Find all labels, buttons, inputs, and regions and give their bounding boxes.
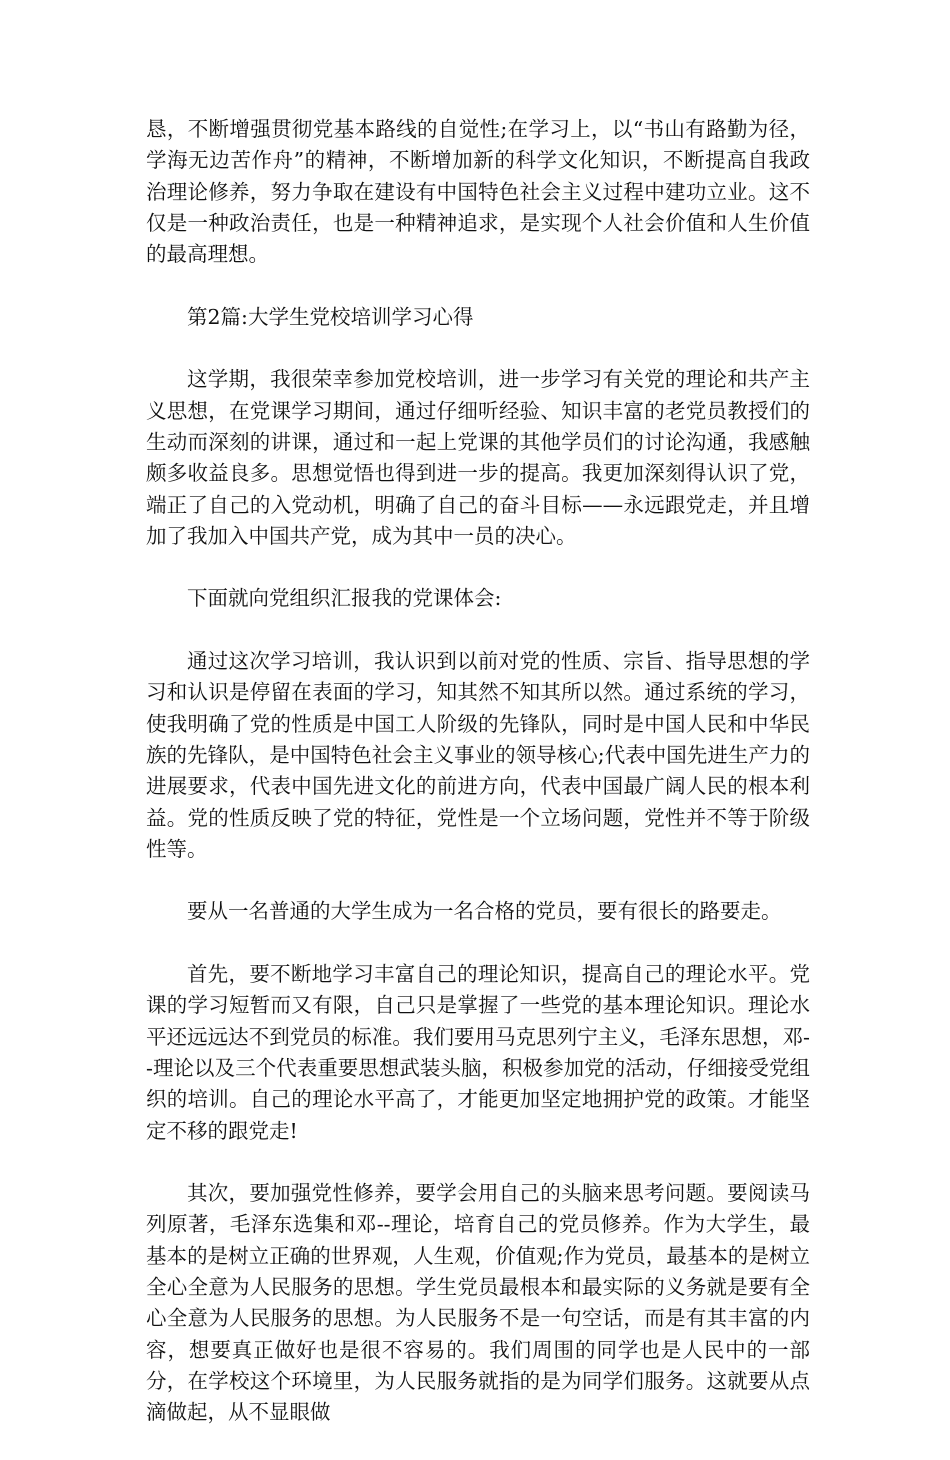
paragraph: 其次，要加强党性修养，要学会用自己的头脑来思考问题。要阅读马列原著，毛泽东选集和邓--理论，培育自己的党员修养。作为大学生，最基本的是树立正确的世界观，人生观，价值观;作为党员，最基本的是树立全心全意为人民服务的思想。学生党员最根本和最实际的义务就是要有全心全意为人民服务的思想。为人民服务不是一句空话，而是有其丰富的内容，想要真正做好也是很不容易的。我们周围的同学也是人民中的一部分，在学校这个环境里，为人民服务就指的是为同学们服务。这就要从点滴做起，从不显眼做 — [146, 1181, 810, 1425]
document-body — [146, 114, 810, 1460]
section-title: 第2篇:大学生党校培训学习心得 — [187, 304, 474, 329]
paragraph: 这学期，我很荣幸参加党校培训，进一步学习有关党的理论和共产主义思想，在党课学习期间，通过仔细听经验、知识丰富的老党员教授们的生动而深刻的讲课，通过和一起上党课的其他学员们的讨论沟通，我感触颇多收益良多。思想觉悟也得到进一步的提高。我更加深刻得认识了党，端正了自己的入党动机，明确了自己的奋斗目标——永远跟党走，并且增加了我加入中国共产党，成为其中一员的决心。 — [146, 367, 810, 548]
paragraph: 下面就向党组织汇报我的党课体会: — [187, 586, 502, 611]
paragraph: 要从一名普通的大学生成为一名合格的党员，要有很长的路要走。 — [187, 899, 782, 924]
paragraph: 首先，要不断地学习丰富自己的理论知识，提高自己的理论水平。党课的学习短暂而又有限，自己只是掌握了一些党的基本理论知识。理论水平还远远达不到党员的标准。我们要用马克思列宁主义，毛泽东思想，邓--理论以及三个代表重要思想武装头脑，积极参加党的活动，仔细接受党组织的培训。自己的理论水平高了，才能更加坚定地拥护党的政策。才能坚定不移的跟党走! — [146, 962, 810, 1143]
paragraph-continuation: 恳，不断增强贯彻党基本路线的自觉性;在学习上，以“书山有路勤为径，学海无边苦作舟”的精神，不断增加新的科学文化知识，不断提高自我政治理论修养，努力争取在建设有中国特色社会主义过程中建功立业。这不仅是一种政治责任，也是一种精神追求，是实现个人社会价值和人生价值的最高理想。 — [146, 117, 810, 267]
paragraph: 通过这次学习培训，我认识到以前对党的性质、宗旨、指导思想的学习和认识是停留在表面的学习，知其然不知其所以然。通过系统的学习，使我明确了党的性质是中国工人阶级的先锋队，同时是中国人民和中华民族的先锋队，是中国特色社会主义事业的领导核心;代表中国先进生产力的进展要求，代表中国先进文化的前进方向，代表中国最广阔人民的根本利益。党的性质反映了党的特征，党性是一个立场问题，党性并不等于阶级性等。 — [146, 649, 810, 861]
